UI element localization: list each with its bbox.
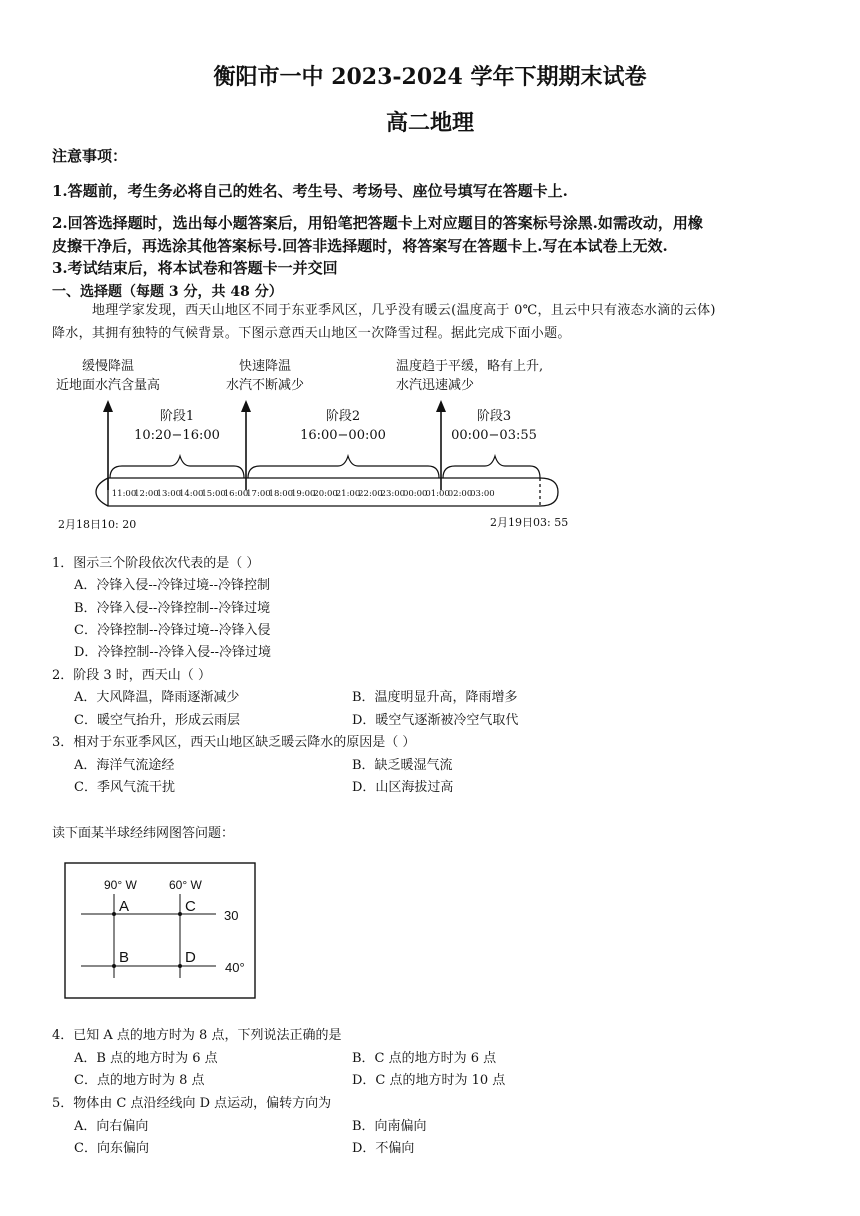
- lon-label-60w: 60° W: [169, 878, 202, 892]
- question-stem: 4．已知 A 点的地方时为 8 点，下列说法正确的是: [52, 1028, 342, 1043]
- stage1-time: 10:20−16:00: [134, 428, 220, 443]
- tick-label: 18:00: [268, 489, 294, 499]
- option-c: C．点的地方时为 8 点: [74, 1073, 205, 1088]
- option-c: C．向东偏向: [74, 1141, 149, 1156]
- tick-label: 11:00: [111, 489, 137, 499]
- tick-label: 22:00: [358, 489, 383, 499]
- tick-label: 16:00: [223, 489, 249, 499]
- point-c-label: C: [185, 898, 196, 915]
- end-label: 2月19日03: 55: [490, 516, 569, 529]
- option-b: B．冷锋入侵--冷锋控制--冷锋过境: [74, 601, 271, 616]
- notice-item-2-line2: 皮擦干净后，再选涂其他答案标号.回答非选择题时，将答案写在答题卡上.写在本试卷上无效.: [52, 237, 668, 255]
- notice-heading: 注意事项：: [52, 147, 128, 165]
- lon-label-90w: 90° W: [104, 878, 137, 892]
- option-a: A．冷锋入侵--冷锋过境--冷锋控制: [74, 578, 270, 593]
- question-stem: 5．物体由 C 点沿经线向 D 点运动，偏转方向为: [52, 1096, 332, 1111]
- lat-label-30: 30: [224, 908, 239, 923]
- tick-label: 14:00: [178, 489, 204, 499]
- option-b: B．C 点的地方时为 6 点: [352, 1051, 497, 1066]
- stage3-brace: [443, 456, 540, 478]
- tick-label: 02:00: [447, 489, 473, 499]
- option-d: D．不偏向: [352, 1141, 415, 1156]
- option-d: D．暖空气逐渐被冷空气取代: [352, 713, 519, 728]
- tick-labels: [112, 489, 495, 499]
- stage1-brace: [110, 456, 244, 478]
- tick-label: 23:00: [380, 489, 406, 499]
- stage1-desc2: 近地面水汽含量高: [55, 378, 161, 393]
- stage2-name: 阶段2: [325, 409, 361, 424]
- notice-item-3: 3.考试结束后，将本试卷和答题卡一并交回: [52, 259, 338, 277]
- tick-label: 20:00: [313, 489, 338, 499]
- notice-item-2-line1: 2.回答选择题时，选出每小题答案后，用铅笔把答题卡上对应题目的答案标号涂黑.如需改动，用橡: [52, 214, 703, 232]
- tick-label: 15:00: [201, 489, 226, 499]
- option-b: B．温度明显升高，降雨增多: [352, 690, 518, 705]
- point-b-label: B: [119, 949, 130, 966]
- page-subtitle: 高二地理: [385, 110, 474, 136]
- option-d: D．山区海拔过高: [352, 780, 454, 795]
- timeline-diagram: [50, 350, 570, 535]
- option-c: C．冷锋控制--冷锋过境--冷锋入侵: [74, 623, 271, 638]
- map-frame: [65, 863, 255, 998]
- graticule-map: [64, 862, 256, 999]
- option-a: A．B 点的地方时为 6 点: [74, 1051, 218, 1066]
- question-stem: 3．相对于东亚季风区，西天山地区缺乏暖云降水的原因是（ ）: [52, 735, 416, 750]
- stage1-name: 阶段1: [159, 409, 195, 424]
- option-a: A．海洋气流途经: [74, 758, 175, 773]
- lat-label-40: 40°: [225, 960, 245, 975]
- point-c-marker: [178, 912, 182, 916]
- intro-line-2: 降水，其拥有独特的气候背景。下图示意西天山地区一次降雪过程。据此完成下面小题。: [52, 326, 571, 341]
- tick-label: 21:00: [335, 489, 361, 499]
- stage2-brace: [248, 456, 439, 478]
- tick-label: 01:00: [425, 489, 450, 499]
- option-b: B．缺乏暖湿气流: [352, 758, 453, 773]
- option-a: A．大风降温，降雨逐渐减少: [74, 690, 240, 705]
- tick-label: 17:00: [246, 489, 271, 499]
- grid-intro: 读下面某半球经纬网图答问题：: [52, 826, 235, 841]
- start-label: 2月18日10: 20: [58, 518, 137, 531]
- option-c: C．季风气流干扰: [74, 780, 175, 795]
- tick-label: 12:00: [134, 489, 159, 499]
- notice-item-1: 1.答题前，考生务必将自己的姓名、考生号、考场号、座位号填写在答题卡上.: [52, 182, 568, 200]
- point-b-marker: [112, 964, 116, 968]
- tick-label: 00:00: [402, 489, 428, 499]
- question-stem: 2．阶段 3 时，西天山（ ）: [52, 668, 211, 683]
- option-a: A．向右偏向: [74, 1119, 149, 1134]
- stage3-desc1: 温度趋于平缓，略有上升,: [396, 359, 544, 374]
- intro-line-1: 地理学家发现，西天山地区不同于东亚季风区，几乎没有暖云(温度高于 0℃，且云中只有液态水滴的云体): [92, 303, 716, 318]
- stage2-desc1: 快速降温: [238, 359, 292, 374]
- page-title: 衡阳市一中 2023-2024 学年下期期末试卷: [213, 64, 647, 90]
- stage2-time: 16:00−00:00: [300, 428, 386, 443]
- point-d-label: D: [185, 949, 196, 966]
- stage2-desc2: 水汽不断减少: [225, 378, 305, 393]
- stage3-name: 阶段3: [476, 409, 512, 424]
- option-d: D．C 点的地方时为 10 点: [352, 1073, 506, 1088]
- tick-label: 19:00: [290, 489, 316, 499]
- option-b: B．向南偏向: [352, 1119, 427, 1134]
- option-d: D．冷锋控制--冷锋入侵--冷锋过境: [74, 645, 271, 660]
- question-stem: 1．图示三个阶段依次代表的是（ ）: [52, 556, 260, 571]
- stage1-desc1: 缓慢降温: [81, 359, 135, 374]
- point-a-marker: [112, 912, 116, 916]
- stage3-time: 00:00−03:55: [451, 428, 537, 443]
- section-heading: 一、选择题（每题 3 分，共 48 分）: [52, 284, 283, 300]
- point-d-marker: [178, 964, 182, 968]
- tick-label: 13:00: [156, 489, 182, 499]
- tick-label: 03:00: [470, 489, 495, 499]
- point-a-label: A: [119, 898, 130, 915]
- stage3-desc2: 水汽迅速减少: [396, 378, 475, 393]
- option-c: C．暖空气抬升，形成云雨层: [74, 713, 240, 728]
